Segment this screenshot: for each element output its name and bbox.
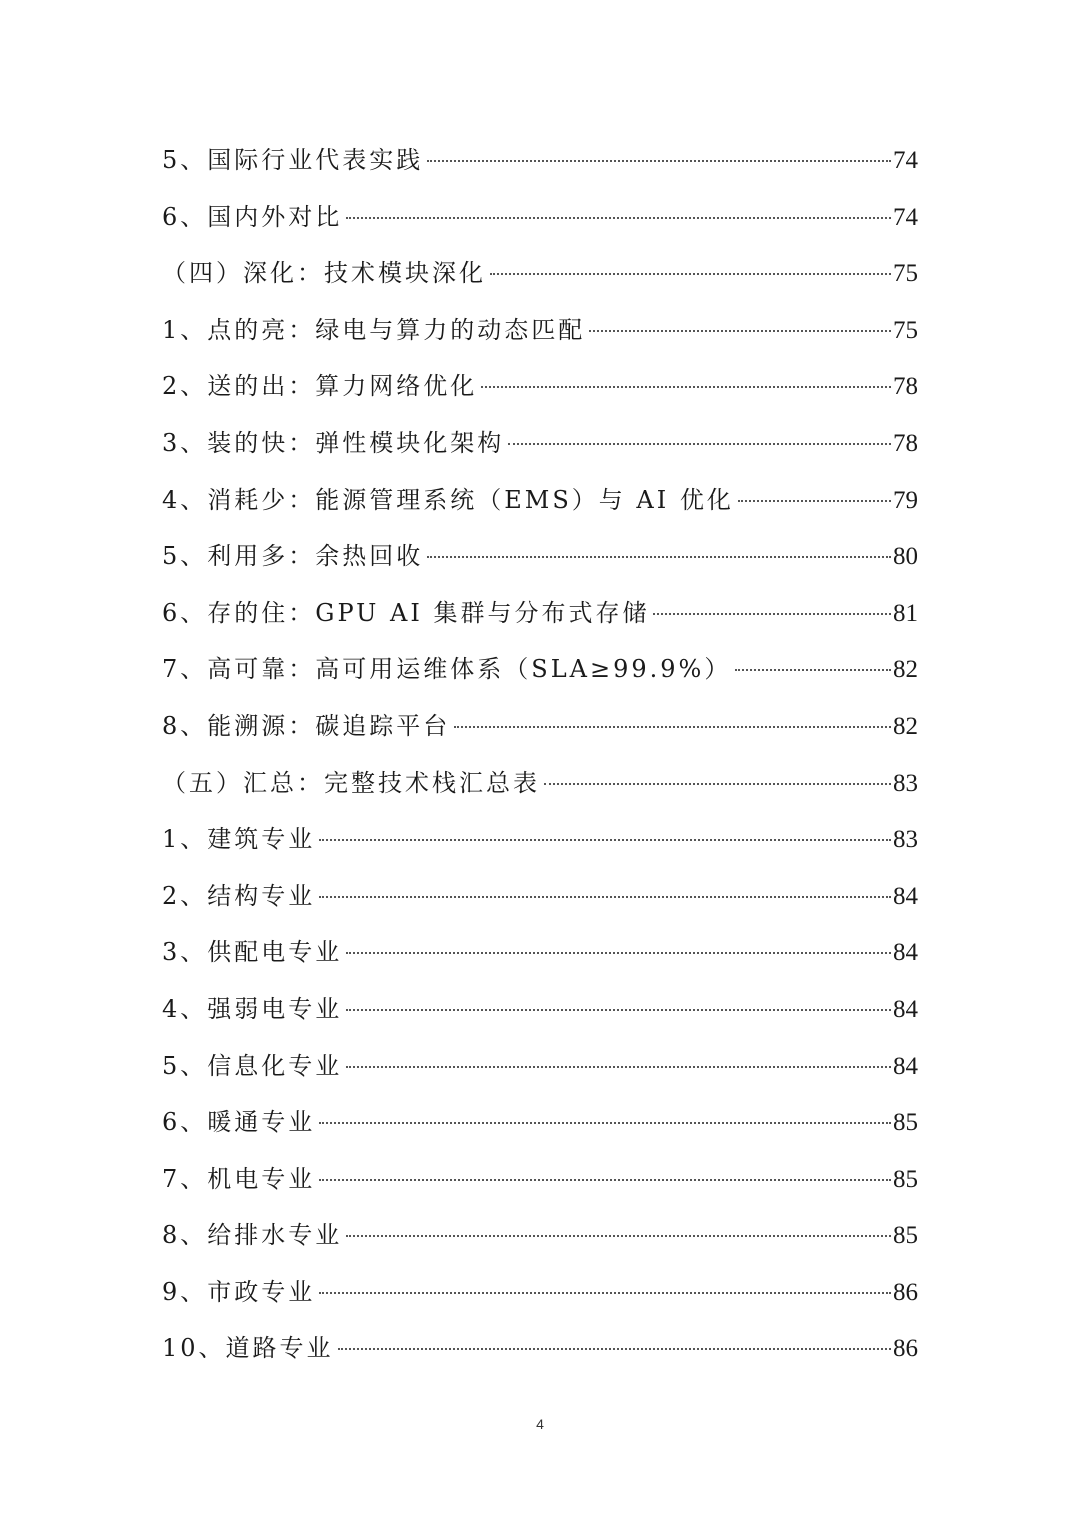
toc-entry[interactable] [162,698,918,755]
toc-entry[interactable] [162,1320,918,1377]
toc-entry-label: （四）深化：技术模块深化 [162,259,486,288]
toc-entry-page: 86 [893,1278,918,1306]
toc-entry-page: 78 [893,373,918,401]
dot-leader [319,896,891,898]
dot-leader [319,839,891,841]
toc-entry-label: 7、高可靠：高可用运维体系（SLA≥99.9%） [162,655,732,684]
dot-leader [346,1066,891,1068]
dot-leader [653,613,891,615]
dot-leader [735,669,891,671]
dot-leader [346,1235,891,1237]
toc-entry[interactable] [162,189,918,246]
toc-entry-label: 5、信息化专业 [162,1051,343,1080]
toc-entry[interactable] [162,924,918,981]
toc-entry-label: 5、国际行业代表实践 [162,146,424,174]
toc-entry-page: 83 [893,826,918,854]
toc-entry-page: 85 [893,1109,918,1137]
toc-entry[interactable] [162,1038,918,1095]
toc-entry-label: 5、利用多：余热回收 [162,542,424,571]
toc-entry-label: 9、市政专业 [162,1277,316,1306]
toc-entry-page: 84 [893,882,918,910]
toc-entry-label: 2、结构专业 [162,881,316,910]
dot-leader [338,1348,891,1350]
toc-entry-page: 84 [893,939,918,967]
toc-entry-page: 83 [893,769,918,797]
toc-entry[interactable] [162,981,918,1038]
toc-entry[interactable] [162,868,918,925]
page-number: 4 [536,1416,544,1432]
toc-entry-page: 75 [893,260,918,288]
toc-entry-label: 8、能溯源：碳追踪平台 [162,711,451,740]
toc-entry[interactable] [162,245,918,302]
dot-leader [589,330,891,332]
toc-entry-page: 75 [893,316,918,344]
toc-entry-label: 7、机电专业 [162,1164,316,1193]
dot-leader [427,556,891,558]
dot-leader [544,783,891,785]
dot-leader [490,273,891,275]
toc-entry[interactable] [162,132,918,189]
toc-entry[interactable] [162,528,918,585]
toc-entry[interactable] [162,641,918,698]
toc-entry[interactable] [162,358,918,415]
dot-leader [319,1292,891,1294]
toc-entry-label: 6、暖通专业 [162,1108,316,1137]
toc-entry-label: 1、点的亮：绿电与算力的动态匹配 [162,315,586,344]
toc-entry[interactable] [162,1151,918,1208]
toc-entry-label: 4、消耗少：能源管理系统（EMS）与 AI 优化 [162,485,734,514]
toc-entry-page: 82 [893,712,918,740]
dot-leader [346,1009,891,1011]
toc-entry-page: 84 [893,995,918,1023]
toc-entry-label: 10、道路专业 [162,1334,334,1363]
dot-leader [738,500,891,502]
toc-entry[interactable] [162,811,918,868]
toc-entry-page: 85 [893,1222,918,1250]
toc-entry-label: 6、国内外对比 [162,202,343,231]
dot-leader [319,1179,891,1181]
toc-entry-page: 80 [893,543,918,571]
toc-entry-page: 74 [893,147,918,174]
dot-leader [481,386,891,388]
table-of-contents [162,132,918,1377]
toc-entry[interactable] [162,1264,918,1321]
dot-leader [427,160,891,162]
toc-entry[interactable] [162,302,918,359]
toc-entry[interactable] [162,585,918,642]
toc-entry[interactable] [162,755,918,812]
toc-entry-page: 84 [893,1052,918,1080]
toc-entry-page: 78 [893,429,918,457]
dot-leader [346,217,891,219]
toc-entry[interactable] [162,1207,918,1264]
toc-entry-label: 1、建筑专业 [162,825,316,854]
toc-entry-label: 4、强弱电专业 [162,994,343,1023]
dot-leader [319,1122,891,1124]
dot-leader [508,443,891,445]
toc-entry-page: 79 [893,486,918,514]
toc-entry-page: 82 [893,656,918,684]
toc-entry-page: 86 [893,1335,918,1363]
toc-entry-label: 6、存的住：GPU AI 集群与分布式存储 [162,598,650,627]
toc-entry-label: 8、给排水专业 [162,1221,343,1250]
toc-entry-page: 81 [893,599,918,627]
toc-entry[interactable] [162,1094,918,1151]
toc-entry[interactable] [162,415,918,472]
toc-entry-label: 2、送的出：算力网络优化 [162,372,478,401]
toc-entry-label: 3、装的快：弹性模块化架构 [162,428,505,457]
dot-leader [454,726,891,728]
dot-leader [346,952,891,954]
toc-entry-page: 85 [893,1165,918,1193]
toc-entry-page: 74 [893,203,918,231]
toc-entry-label: 3、供配电专业 [162,938,343,967]
toc-entry[interactable] [162,472,918,529]
toc-entry-label: （五）汇总：完整技术栈汇总表 [162,768,540,797]
